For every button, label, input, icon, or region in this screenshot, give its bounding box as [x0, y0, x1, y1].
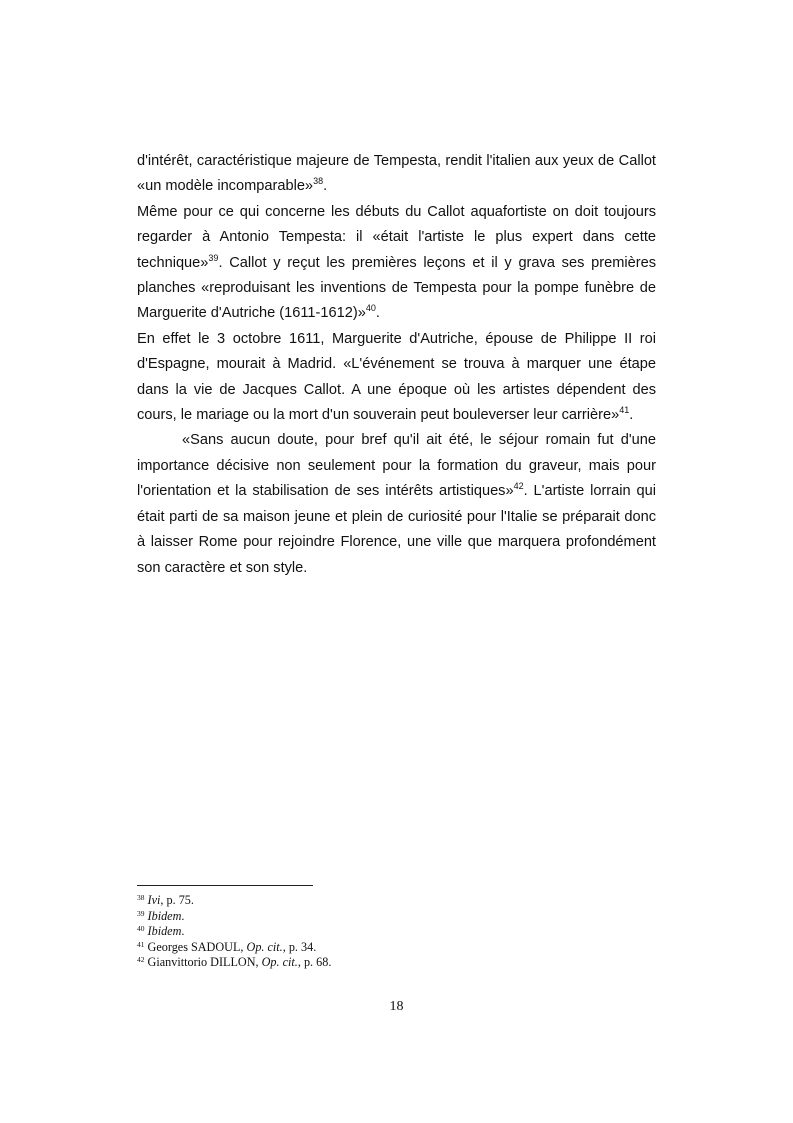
- footnote-title: Op. cit.: [246, 939, 283, 954]
- footnote-text: , p. 34.: [282, 939, 317, 954]
- footnote: [137, 924, 657, 940]
- footnote-number: 38: [137, 893, 145, 902]
- footnote-text: , p. 68.: [297, 955, 332, 969]
- footnote-reference: 38: [313, 176, 324, 187]
- footnote-number: 39: [137, 908, 145, 918]
- footnotes: [137, 893, 657, 971]
- paragraph-text: «Sans aucun doute, pour bref qu'il ait été, le séjour romain fut d'une importance décisive non seulement pour la formation du graveur, mais pour l'orientation et la stabilisation de ses intérêts artistiques»: [137, 432, 656, 500]
- footnote-text: Georges SADOUL,: [144, 939, 247, 954]
- footnote: [137, 940, 657, 956]
- paragraph: [137, 428, 656, 580]
- footnote-reference: 40: [365, 303, 376, 314]
- footnote-text: Gianvittorio DILLON,: [144, 955, 262, 969]
- footnote: [137, 955, 657, 971]
- footnote-separator: [137, 885, 313, 886]
- paragraph-text: .: [375, 305, 380, 322]
- footnote-title: Ivi: [147, 893, 161, 907]
- body-text: [137, 149, 656, 581]
- footnote-title: Op. cit.: [261, 955, 298, 969]
- paragraph-text: .: [323, 178, 328, 195]
- paragraph-text: . Callot y reçut les premières leçons et il y grava ses premières planches «reproduisant les inventions de Tempesta pour la pompe funèbre de Marguerite d'Autriche (1611-1612)»: [137, 254, 656, 322]
- paragraph-text: En effet le 3 octobre 1611, Marguerite d'Autriche, épouse de Philippe II roi d'Espagne, mourait à Madrid. «L'événement se trouva à marquer une étape dans la vie de Jacques Callot. A une époque où les artistes dépendent des cours, le mariage ou la mort d'un souverain peut bouleverser leur carrière»: [137, 330, 656, 424]
- footnote-reference: 39: [208, 252, 219, 263]
- paragraph: [137, 149, 656, 200]
- footnote-number: 41: [137, 939, 145, 949]
- paragraph-text: d'intérêt, caractéristique majeure de Tempesta, rendit l'italien aux yeux de Callot «un modèle incomparable»: [137, 153, 656, 195]
- footnote-text: .: [181, 924, 185, 938]
- paragraph: [137, 200, 656, 327]
- footnote-reference: 41: [619, 405, 630, 416]
- page-number: 18: [389, 999, 404, 1014]
- footnote: [137, 893, 657, 909]
- footnote-number: 40: [137, 924, 145, 933]
- paragraph-text: .: [629, 407, 634, 424]
- footnote-text: , p. 75.: [160, 893, 194, 907]
- footnote-number: 42: [137, 955, 145, 964]
- footnote-title: Ibidem: [147, 908, 182, 923]
- footnote-title: Ibidem: [147, 924, 182, 938]
- footnote-text: .: [181, 908, 185, 923]
- footnote-reference: 42: [513, 481, 524, 492]
- paragraph-text: . L'artiste lorrain qui était parti de sa maison jeune et plein de curiosité pour l'Italie se préparait donc à laisser Rome pour rejoindre Florence, une ville que marquera profondément son caractère et son style.: [137, 483, 656, 576]
- paragraph: [137, 327, 656, 429]
- paragraph-text: Même pour ce qui concerne les débuts du Callot aquafortiste on doit toujours regarder à Antonio Tempesta: il «était l'artiste le plus expert dans cette technique»: [137, 203, 656, 271]
- footnote: [137, 909, 657, 925]
